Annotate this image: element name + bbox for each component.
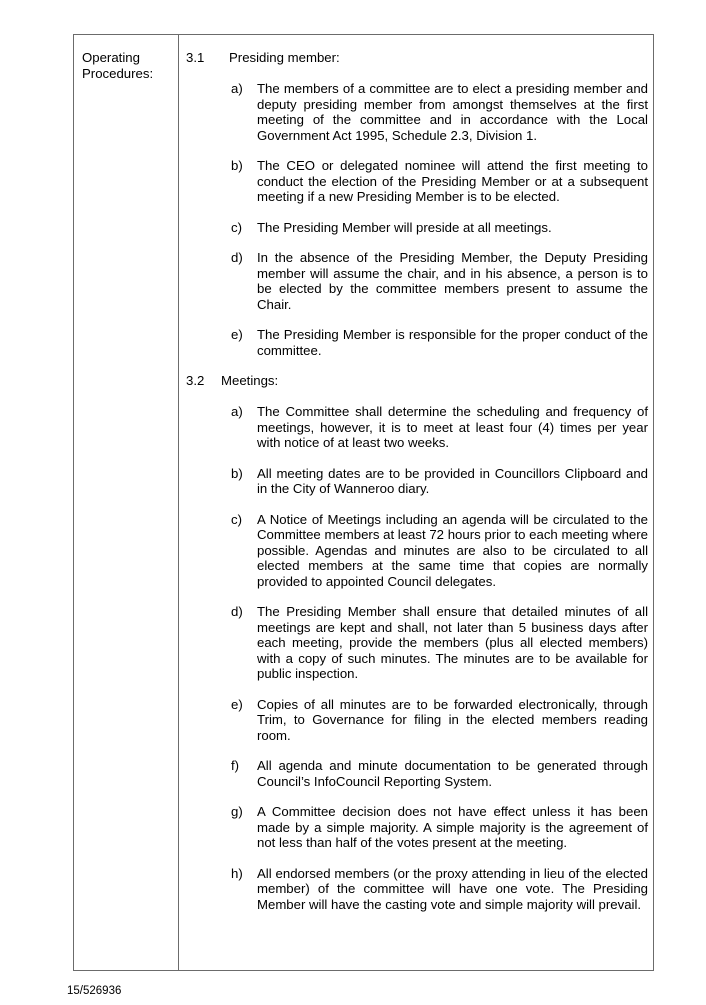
- item-letter: b): [231, 465, 243, 481]
- list-item: [231, 512, 648, 590]
- procedures-table: [73, 34, 654, 971]
- item-text: The Presiding Member will preside at all meetings.: [257, 219, 552, 235]
- list-item: [231, 866, 648, 913]
- item-text: The members of a committee are to elect a presiding member and deputy presiding member from amongst themselves at the first meeting of the committee and in accordance with the Local Government Act 1995, Schedule 2.3, Division 1.: [257, 81, 648, 143]
- list-item: [231, 404, 648, 451]
- procedures-content: [186, 50, 648, 912]
- item-text: A Committee decision does not have effect unless it has been made by a simple majority. A simple majority is the agreement of not less than half of the votes present at the meeting.: [257, 804, 648, 850]
- item-text: The Presiding Member shall ensure that detailed minutes of all meetings are kept and shall, not later than 5 business days after each meeting, provide the members (plus all elected members) with a copy of such minutes. The minutes are to be available for public inspection.: [257, 604, 648, 681]
- row-label: Operating Procedures:: [82, 50, 154, 81]
- item-letter: b): [231, 158, 243, 173]
- item-letter: a): [231, 404, 243, 419]
- item-text: The Presiding Member is responsible for the proper conduct of the committee.: [257, 327, 648, 358]
- column-divider: [178, 35, 179, 970]
- item-letter: e): [231, 696, 243, 712]
- section-title: Presiding member:: [229, 50, 340, 65]
- list-item: [231, 158, 648, 205]
- section-number: 3.2: [186, 373, 205, 388]
- list-item: [231, 81, 648, 143]
- list-item: [231, 804, 648, 851]
- document-reference: 15/526936: [67, 985, 122, 997]
- section-title: Meetings:: [221, 373, 279, 388]
- item-text: A Notice of Meetings including an agenda will be circulated to the Committee members at least 72 hours prior to each meeting where possible. Agendas and minutes are also to be circulated to all elected members at the same time that copies are normally provided to appointed Council delegates.: [257, 511, 648, 589]
- item-letter: g): [231, 804, 243, 819]
- item-text: All agenda and minute documentation to be generated through Council’s InfoCouncil Reporting System.: [257, 758, 648, 789]
- item-text: In the absence of the Presiding Member, the Deputy Presiding member will assume the chair, and in his absence, a person is to be elected by the committee members present to assume the Chair.: [257, 250, 648, 312]
- item-text: The Committee shall determine the scheduling and frequency of meetings, however, it is to meet at least four (4) times per year with notice of at least two weeks.: [257, 404, 648, 450]
- item-letter: f): [231, 758, 240, 773]
- list-item: [231, 697, 648, 744]
- list-item: [231, 758, 648, 789]
- item-letter: d): [231, 250, 243, 265]
- item-letter: a): [231, 81, 243, 96]
- item-text: The CEO or delegated nominee will attend the first meeting to conduct the election of the Presiding Member or at a subsequent meeting if a new Presiding Member is to be elected.: [257, 158, 648, 204]
- item-letter: h): [231, 865, 243, 881]
- list-item: [231, 220, 648, 236]
- list-item: [231, 327, 648, 358]
- item-letter: c): [231, 219, 242, 235]
- item-letter: c): [231, 511, 242, 527]
- item-text: All meeting dates are to be provided in Councillors Clipboard and in the City of Wanneroo diary.: [257, 465, 648, 496]
- section-heading: [186, 50, 648, 66]
- list-item: [231, 604, 648, 682]
- item-letter: d): [231, 604, 243, 619]
- section-heading: [186, 373, 648, 389]
- item-text: All endorsed members (or the proxy attending in lieu of the elected member) of the committee will have one vote. The Presiding Member will have the casting vote and simple majority will prevail.: [257, 865, 648, 912]
- item-text: Copies of all minutes are to be forwarded electronically, through Trim, to Governance for filing in the elected members reading room.: [257, 696, 648, 743]
- item-letter: e): [231, 327, 243, 342]
- list-item: [231, 466, 648, 497]
- section-number: 3.1: [186, 50, 205, 65]
- list-item: [231, 250, 648, 312]
